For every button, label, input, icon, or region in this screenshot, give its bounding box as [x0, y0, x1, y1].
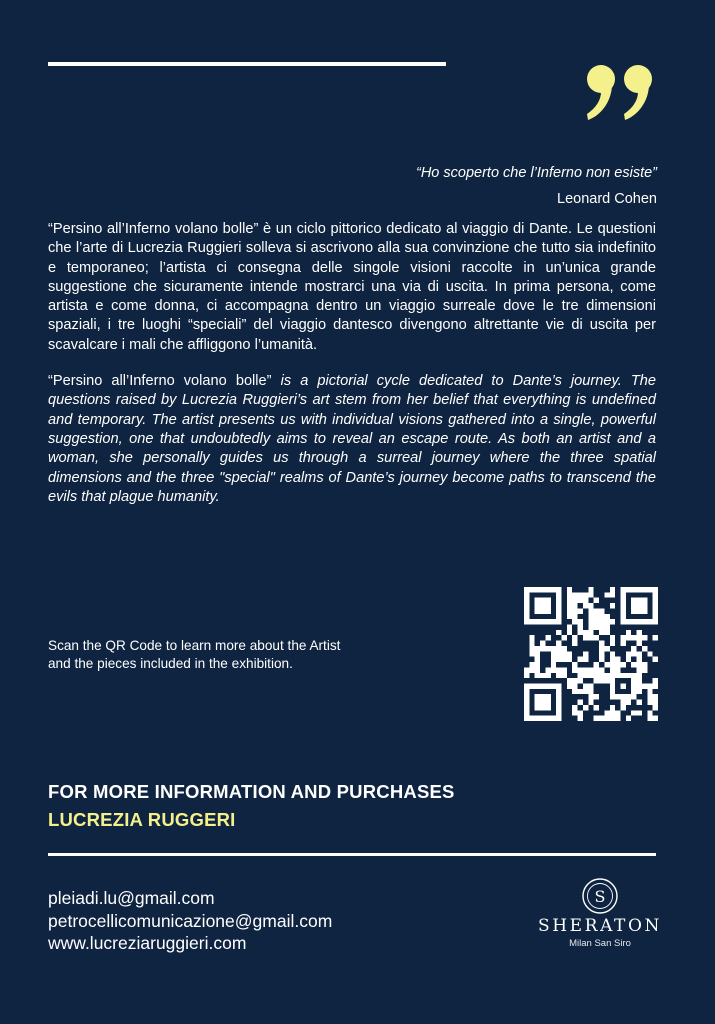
top-divider: [48, 62, 446, 66]
closing-quote-icon: [582, 50, 662, 130]
email-link-2[interactable]: petrocellicomunicazione@gmail.com: [48, 910, 333, 931]
artist-name: LUCREZIA RUGGERI: [48, 809, 236, 830]
sheraton-emblem-icon: [580, 876, 620, 916]
email-link-1[interactable]: pleiadi.lu@gmail.com: [48, 888, 215, 908]
logo-subtitle: Milan San Siro: [569, 938, 631, 949]
emblem-letter: S: [594, 887, 606, 906]
website-link[interactable]: www.lucreziaruggieri.com: [48, 933, 247, 953]
italian-paragraph: “Persino all’Inferno volano bolle” è un ciclo pittorico dedicato al viaggio di Dante. Le questioni che l’arte di Lucrezia Ruggieri solleva si ascrivono alla sua convinzione che tutto sia indefinito e temporaneo; l’artista ci consegna delle singole visioni raccolte in un’unica grande suggestione che sicuramente intende mostrarci una via di uscita. In prima persona, come artista e come donna, ci accompagna dentro un viaggio surreale dove le tre dimensioni spaziali, i tre luoghi “speciali” del viaggio dantesco divengono altrettante vie di uscita per scavalcare i mali che affliggono l’umanità.: [48, 221, 656, 353]
qr-instructions: [48, 637, 428, 673]
sheraton-logo: [530, 876, 670, 949]
english-paragraph: [48, 372, 656, 507]
epigraph-quote: “Ho scoperto che l’Inferno non esiste”: [416, 165, 657, 181]
epigraph-author: Leonard Cohen: [557, 191, 657, 207]
qr-note-line1: Scan the QR Code to learn more about the Artist: [48, 638, 341, 653]
english-title: “Persino all’Inferno volano bolle”: [48, 373, 272, 390]
qr-code[interactable]: [524, 587, 658, 721]
qr-note-line2: and the pieces included in the exhibition.: [48, 656, 293, 671]
english-body: is a pictorial cycle dedicated to Dante’s journey. The questions raised by Lucrezia Ruggieri’s art stem from her belief that everything is undefined and temporary. The artist presents us with individual visions gathered into a single, powerful suggestion, one that undoubtedly aims to reveal an escape route. As both an artist and a woman, she personally guides us through a surreal journey where the three spatial dimensions and the three "special" realms of Dante’s journey become paths to transcend the evils that plague humanity.: [48, 373, 656, 505]
description: [48, 220, 656, 524]
contact-list: [48, 887, 332, 955]
info-heading: FOR MORE INFORMATION AND PURCHASES: [48, 781, 455, 802]
logo-name: SHERATON: [538, 916, 662, 936]
epigraph: [416, 160, 657, 212]
bottom-divider: [48, 853, 656, 856]
